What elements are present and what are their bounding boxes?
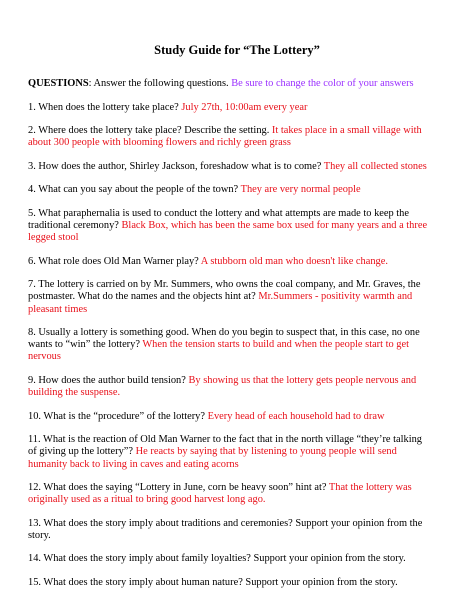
question-text: What is the “procedure” of the lottery? <box>43 410 205 422</box>
answer-text: He reacts by saying that by listening to young people will send humanity back to living in caves and eating acorns <box>28 446 397 470</box>
questions-label: QUESTIONS <box>28 78 89 89</box>
question-item <box>28 184 428 196</box>
question-item <box>28 102 428 114</box>
question-number: 1. <box>28 101 36 113</box>
question-text: What paraphernalia is used to conduct the lottery and what attempts are made to keep the traditional ceremony? <box>28 207 409 231</box>
answer-text: A stubborn old man who doesn't like change. <box>200 255 388 267</box>
question-item <box>28 256 428 268</box>
question-text: What can you say about the people of the town? <box>38 184 239 196</box>
question-text: What does the story imply about human nature? Support your opinion from the story. <box>43 576 398 588</box>
question-item <box>28 375 428 399</box>
question-number: 9. <box>28 374 36 386</box>
question-number: 7. <box>28 279 36 291</box>
question-item <box>28 327 428 364</box>
answer-text: Mr.Summers - positivity warmth and pleasant times <box>28 291 413 315</box>
question-item <box>28 482 428 506</box>
question-text: What does the story imply about traditions and ceremonies? Support your opinion from the story. <box>28 517 423 541</box>
question-text: What role does Old Man Warner play? <box>38 255 199 267</box>
question-number: 13. <box>28 517 41 529</box>
answer-text: Every head of each household had to draw <box>207 410 385 422</box>
question-number: 15. <box>28 576 41 588</box>
question-number: 8. <box>28 327 36 339</box>
question-number: 11. <box>28 434 41 446</box>
question-text: When does the lottery take place? <box>38 101 179 113</box>
question-number: 4. <box>28 184 36 196</box>
question-item <box>28 161 428 173</box>
question-item <box>28 553 428 565</box>
intro-text: : Answer the following questions. <box>88 78 232 89</box>
intro-instruction: Be sure to change the color of your answers <box>231 78 414 89</box>
answer-text: That the lottery was originally used as a ritual to bring good harvest long ago. <box>28 482 412 506</box>
question-text: How does the author, Shirley Jackson, foreshadow what is to come? <box>38 160 322 172</box>
question-item <box>28 411 428 423</box>
question-text: What does the saying “Lottery in June, corn be heavy soon” hint at? <box>43 482 327 494</box>
answer-text: They are very normal people <box>240 184 361 196</box>
answer-text: They all collected stones <box>323 160 427 172</box>
question-number: 2. <box>28 125 36 136</box>
question-text: The lottery is carried on by Mr. Summers, who owns the coal company, and Mr. Graves, the postmaster. What do the names and the objects hint at? <box>28 279 421 303</box>
page-title: Study Guide for “The Lottery” <box>154 43 320 57</box>
answer-text: When the tension starts to build and when the people start to get nervous <box>28 339 410 363</box>
answer-text: July 27th, 10:00am every year <box>181 101 308 113</box>
question-text: What does the story imply about family loyalties? Support your opinion from the story. <box>43 553 406 565</box>
question-item <box>28 577 428 589</box>
question-number: 10. <box>28 410 41 422</box>
question-text: How does the author build tension? <box>38 374 186 386</box>
question-text: What is the reaction of Old Man Warner to the fact that in the north village “they’re talking of giving up the lottery”? <box>28 434 422 458</box>
question-number: 14. <box>28 553 41 565</box>
question-text: Usually a lottery is something good. When do you begin to suspect that, in this case, no one wants to “win” the lottery? <box>28 327 420 351</box>
answer-text: By showing us that the lottery gets people nervous and building the suspense. <box>28 374 417 399</box>
question-item <box>28 518 428 542</box>
questions-intro <box>28 78 428 91</box>
question-item <box>28 434 428 471</box>
answer-text: It takes place in a small village with about 300 people with blooming flowers and richly green grass <box>28 125 422 149</box>
question-list <box>28 102 428 590</box>
question-text: Where does the lottery take place? Describe the setting. <box>38 125 270 136</box>
question-item <box>28 208 428 245</box>
question-number: 5. <box>28 207 36 219</box>
answer-text: Black Box, which has been the same box used for many years and a three legged stool <box>28 219 428 244</box>
question-number: 3. <box>28 160 36 172</box>
question-number: 12. <box>28 482 41 494</box>
question-item <box>28 125 428 149</box>
question-number: 6. <box>28 255 36 267</box>
question-item <box>28 279 428 316</box>
